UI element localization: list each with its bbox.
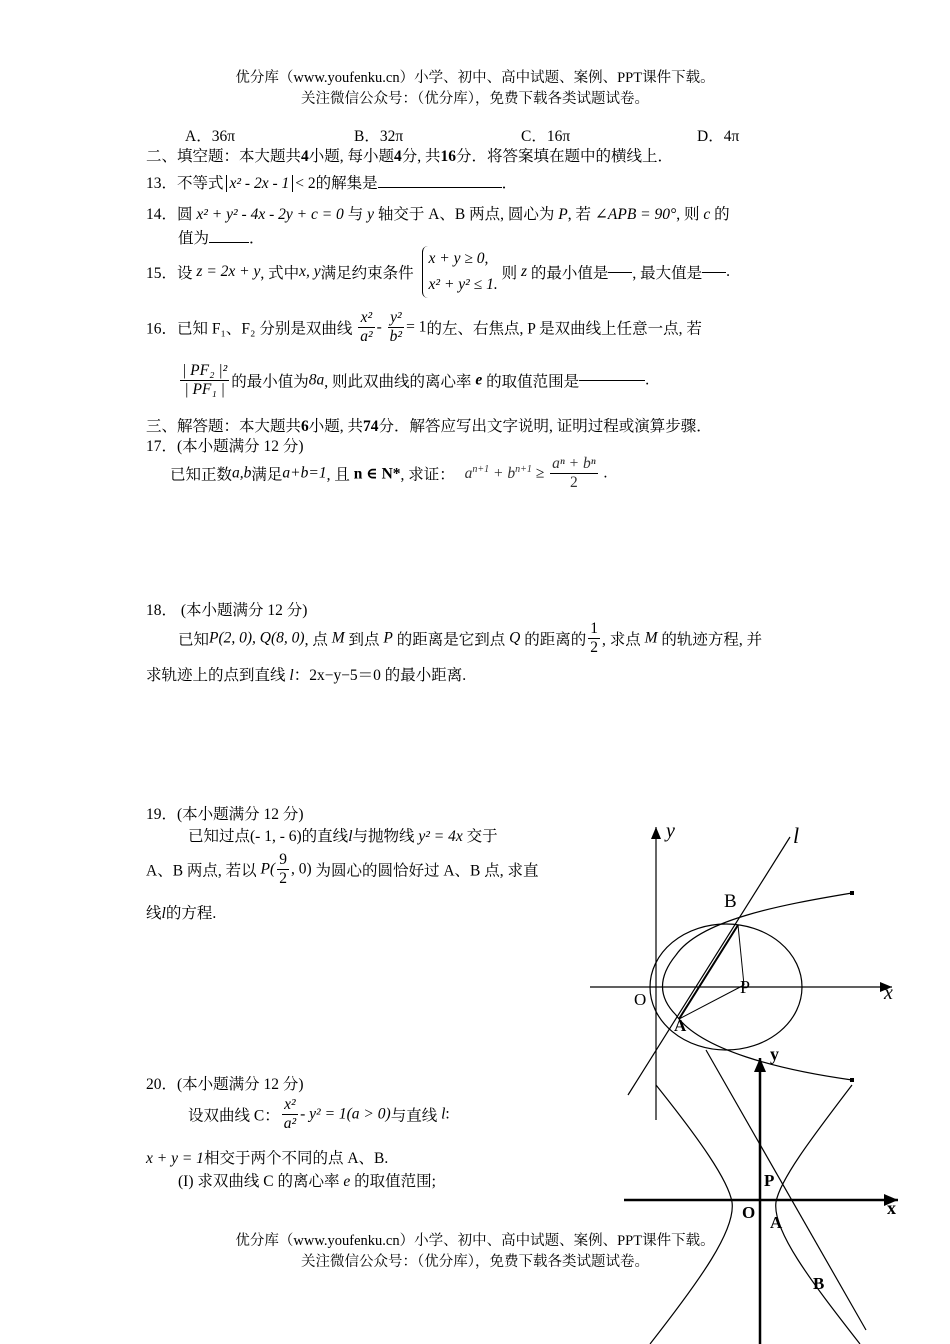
q16-frac-x-num: x² [358, 309, 374, 328]
section-3-mid1: 小题, 共 [308, 418, 364, 435]
q20-l: l [441, 1105, 446, 1123]
q13-number: 13． [146, 175, 178, 192]
question-15 [146, 246, 730, 298]
q14-text3: , 若 [567, 206, 592, 223]
q15-vars: x, y [299, 263, 321, 280]
q17-title: 17．(本小题满分 12 分) [146, 438, 304, 455]
q14-text4: , 则 [676, 206, 700, 223]
q18-mid4: 的距离的 [524, 631, 587, 649]
question-19 [188, 824, 498, 846]
q17-pre: 已知正数 [170, 466, 233, 484]
footer-line-2: 关注微信公众号：（优分库），免费下载各类试题试卷。 [301, 1254, 649, 1270]
section-2-count: 4 [301, 148, 309, 165]
q14-p: P [558, 206, 568, 223]
q20-frac-den: a² [283, 1115, 297, 1132]
q16-frac-pf [180, 362, 229, 399]
q13-post: 的解集是 [315, 175, 378, 192]
q18-mid3: 的距离是它到点 [396, 631, 506, 649]
q16-post: 的左、右焦点, P 是双曲线上任意一点, 若 [426, 320, 702, 338]
q18-mid6: 的轨迹方程, 并 [661, 631, 763, 649]
q16-eq: = 1 [406, 318, 427, 336]
q17-ab: a,b [232, 464, 252, 482]
header-line-1: 优分库（www.youfenku.cn）小学、初中、高中试题、案例、PPT课件下载。 [235, 70, 715, 86]
section-3-suffix: 分．解答应写出文字说明, 证明过程或演算步骤． [378, 418, 712, 435]
q15-constraint-1: x + y ≥ 0, [428, 250, 489, 267]
q20-part1b: 的取值范围; [354, 1173, 436, 1190]
q17-lhs: a [464, 465, 473, 483]
q14-number: 14． [146, 206, 178, 223]
section-2-mid1: 小题, 每小题 [308, 148, 395, 165]
q15-prefix: 设 [177, 265, 193, 282]
q18-mid: , 点 [304, 631, 328, 649]
q19-title: 19．(本小题满分 12 分) [146, 806, 304, 823]
fig20-label-y: y [770, 1044, 779, 1064]
q15-max-blank[interactable] [702, 272, 726, 273]
q13-answer-blank[interactable] [378, 187, 502, 188]
choice-b: B．32π [354, 128, 404, 145]
question-19-line-3 [146, 901, 216, 923]
q19-pre: 已知过点 [188, 828, 251, 845]
q19-line2a: A、B 两点, 若以 [146, 862, 257, 880]
q17-frac-num: aⁿ + bⁿ [552, 455, 596, 472]
question-16-line-2 [178, 362, 649, 399]
q15-number: 15． [146, 265, 178, 282]
section-3-heading [146, 414, 712, 436]
q20-frac-num: x² [282, 1096, 298, 1115]
q18-line2b: ：2x−y−5＝0 的最小距离. [293, 667, 467, 684]
q15-end: . [726, 263, 731, 280]
choice-a: A．36π [185, 128, 236, 145]
question-17 [170, 455, 607, 492]
fig19-segment-ab [679, 925, 738, 1019]
q15-constraint-system [422, 246, 498, 298]
q17-ge: ≥ [535, 464, 545, 482]
q13-relation: < 2 [295, 175, 316, 192]
section-3-prefix: 三、解答题：本大题共 [146, 418, 302, 435]
section-3-total: 74 [363, 418, 379, 435]
q16-minus: - [376, 318, 382, 336]
q18-pre: 已知 [178, 631, 210, 649]
q19-p2: , 0) [290, 860, 312, 878]
q19-p: P( [260, 860, 276, 878]
q18-pq: P(2, 0), Q(8, 0) [209, 629, 305, 647]
q19-line2b: 为圆心的圆恰好过 A、B 点, 求直 [315, 862, 539, 880]
question-19-line-2 [146, 851, 539, 888]
q14-c: c [703, 206, 711, 223]
q16-frac-x [358, 309, 374, 346]
q14-text2: A、B 两点, 圆心为 [428, 206, 555, 223]
question-18 [178, 620, 762, 657]
q20-mid2: 与直线 [390, 1107, 438, 1125]
q15-mid2: 满足约束条件 [320, 265, 414, 282]
fig20-hyperbola-right [776, 1085, 860, 1344]
q15-mid: , 式中 [260, 265, 300, 282]
q18-p2: P [383, 629, 393, 647]
q17-mid2: , 且 [326, 466, 350, 484]
q13-abs-expr: x² - 2x - 1 [226, 175, 294, 192]
q14-y: y [367, 206, 374, 223]
header-line-2: 关注微信公众号：（优分库），免费下载各类试题试卷。 [301, 91, 649, 107]
q14-angle: ∠APB = 90° [594, 206, 677, 223]
fig20-line-l [706, 1050, 866, 1330]
fig19-label-o: O [634, 990, 647, 1009]
q20-line-eq: x + y = 1 [146, 1150, 204, 1167]
q20-frac [282, 1096, 298, 1133]
fig20-label-x: x [887, 1198, 896, 1218]
q19-mid3: 交于 [466, 828, 498, 845]
q19-line3a: 线 [146, 905, 162, 922]
q16-frac-pf-num: | PF₂ |² [182, 362, 228, 379]
q18-mid5: , 求点 [601, 631, 641, 649]
q15-z-expr: z = 2x + y [196, 263, 261, 280]
q15-post1: 则 [501, 265, 518, 282]
section-2-mid2: 分, 共 [401, 148, 441, 165]
q20-part1: (I) 求双曲线 C 的离心率 [178, 1173, 340, 1190]
q16-e: e [475, 371, 483, 389]
figure-20-hyperbola [620, 1040, 910, 1344]
q17-plus: + b [489, 465, 516, 483]
q18-m: M [331, 629, 345, 647]
q16-frac-x-den: a² [360, 328, 373, 345]
q14-answer-blank[interactable] [209, 242, 249, 243]
fig20-label-a: A [770, 1213, 783, 1232]
question-14 [146, 202, 730, 224]
q19-mid2: 与抛物线 [352, 828, 415, 845]
q15-min-blank[interactable] [608, 272, 632, 273]
q18-frac [588, 620, 600, 657]
fig19-label-y: y [666, 820, 675, 842]
q18-title: 18． (本小题满分 12 分) [146, 602, 308, 619]
question-20-part-1 [178, 1169, 436, 1191]
q19-mid: 的直线 [301, 828, 349, 845]
section-2-points: 4 [394, 148, 402, 165]
q17-mid3: , 求证： [400, 466, 455, 484]
q18-frac-num: 1 [590, 620, 598, 637]
section-2-heading [146, 144, 673, 166]
fig19-label-a: A [674, 1016, 687, 1035]
fig19-parabola-end-top [850, 891, 854, 895]
q14-mid: 与 [347, 206, 364, 223]
q13-end: ． [501, 175, 518, 192]
q18-mid2: 到点 [348, 631, 380, 649]
q17-frac [550, 455, 597, 492]
footer-line-1: 优分库（www.youfenku.cn）小学、初中、高中试题、案例、PPT课件下载。 [235, 1233, 715, 1249]
section-2-total: 16 [440, 148, 457, 165]
q14-end: ． [249, 230, 265, 247]
question-20-line-2 [146, 1146, 388, 1168]
q17-lhs-exp: n+1 [472, 463, 490, 475]
q20-equation: - y² = 1(a > 0) [300, 1105, 391, 1123]
q17-inequality-lhs [465, 465, 532, 482]
q17-rhs-exp: n+1 [515, 463, 532, 475]
q15-post3: , 最大值是 [632, 265, 703, 282]
q17-cond: a+b=1 [282, 464, 327, 482]
q13-prefix: 不等式 [177, 175, 224, 192]
fig19-label-l: l [793, 823, 800, 848]
q16-frac-y-num: y² [388, 309, 404, 328]
q18-l: l [289, 667, 294, 684]
fig19-y-arrow-icon [651, 827, 661, 839]
q14-line2: 值为 [178, 230, 210, 247]
q19-frac-num: 9 [279, 851, 287, 868]
q14-prefix: 圆 [177, 206, 193, 223]
q19-l2: l [161, 905, 166, 922]
q16-end: . [645, 371, 650, 389]
q16-frac-y-den: b² [389, 328, 403, 345]
q20-colon: : [445, 1105, 450, 1123]
question-20 [188, 1096, 450, 1133]
q16-line2c: 的取值范围是 [486, 373, 580, 391]
q14-equation: x² + y² - 4x - 2y + c = 0 [196, 206, 344, 223]
question-14-line-2 [178, 226, 265, 248]
section-3-count: 6 [301, 418, 309, 435]
fig19-label-b: B [724, 891, 737, 912]
question-13 [146, 171, 517, 193]
question-16 [146, 309, 702, 346]
q16-line2a: 的最小值为 [231, 373, 309, 391]
section-2-prefix: 二、填空题：本大题共 [146, 148, 302, 165]
fig20-label-p: P [764, 1171, 775, 1190]
q20-e: e [343, 1173, 351, 1190]
q17-frac-den: 2 [570, 474, 578, 491]
q16-prefix: 已知 F₁、F₂ 分别是双曲线 [177, 320, 353, 338]
q15-constraint-2: x² + y² ≤ 1. [428, 276, 498, 293]
q20-line2b: 相交于两个不同的点 A、B. [203, 1150, 389, 1167]
fig19-segment-pb [738, 925, 744, 985]
q16-line2b: , 则此双曲线的离心率 [324, 373, 472, 391]
q18-frac-den: 2 [590, 639, 598, 656]
q18-q: Q [509, 629, 521, 647]
q14-mid2: 轴交于 [377, 206, 425, 223]
q16-frac-pf-den: | PF₁ | [184, 381, 225, 398]
q19-line3b: 的方程. [165, 905, 217, 922]
fig20-y-arrow-icon [754, 1058, 766, 1072]
q16-number: 16． [146, 320, 178, 338]
q20-title: 20．(本小题满分 12 分) [146, 1076, 304, 1093]
q19-frac-den: 2 [279, 870, 287, 887]
q19-frac [277, 851, 289, 888]
q14-text5: 的 [714, 206, 730, 223]
q16-answer-blank[interactable] [579, 380, 645, 381]
q19-parabola: y² = 4x [418, 828, 463, 845]
section-2-suffix: 分．将答案填在题中的横线上． [456, 148, 674, 165]
question-18-line-2 [146, 663, 466, 685]
fig20-label-b: B [813, 1274, 825, 1293]
q18-m2: M [644, 629, 658, 647]
q19-l: l [348, 828, 353, 845]
q20-pre: 设双曲线 C： [188, 1107, 280, 1125]
choice-c: C．16π [521, 128, 571, 145]
fig20-label-o: O [742, 1203, 756, 1222]
choice-d: D．4π [697, 128, 740, 145]
q16-frac-y [388, 309, 404, 346]
q17-n: n ∈ N* [353, 465, 401, 483]
fig19-label-x: x [884, 982, 893, 1004]
q19-point: (- 1, - 6) [250, 828, 302, 845]
q15-post2: 的最小值是 [530, 265, 609, 282]
q18-line2a: 求轨迹上的点到直线 [146, 667, 286, 684]
fig19-label-p: P [740, 977, 751, 997]
q17-mid: 满足 [251, 466, 283, 484]
q16-val: 8a [308, 371, 325, 389]
q17-end: . [603, 464, 608, 482]
q15-z: z [520, 263, 528, 280]
fig20-hyperbola-left [650, 1085, 732, 1344]
